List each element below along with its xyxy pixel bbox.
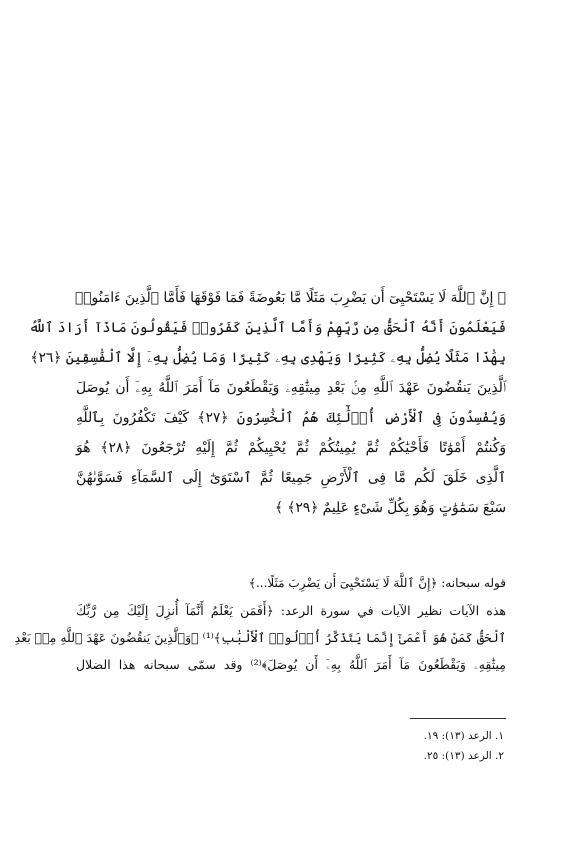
commentary-line: هذه الآيات نظير الآيات في سورة الرعد: ﴿أَفَمَن يَعْلَمُ أَنَّمَآ أُنزِلَ إِلَيْكَ مِن رَّبِّكَ — [76, 603, 506, 618]
verse-line: وَيُفْسِدُونَ فِى ٱلْأَرْضِ أُو۟لَٰٓئِكَ هُمُ ٱلْخَٰسِرُونَ ﴿٢٧﴾ كَيْفَ تَكْفُرُونَ بِٱللَّهِ — [76, 410, 506, 426]
commentary-line: مِيثَٰقِهِۦ وَيَقْطَعُونَ مَآ أَمَرَ ٱللَّهُ بِهِۦٓ أَن يُوصَلَ﴾⁽²⁾ وقد سمّى سبحانه هذا الضلال — [76, 657, 506, 672]
footnote: ٢. الرعد (١٣): ٢٥. — [423, 750, 504, 762]
verse-line: فَيَعْلَمُونَ أَنَّهُ ٱلْحَقُّ مِن رَّبِّهِمْ وَأَمَّا ٱلَّذِينَ كَفَرُوا۟ فَيَقُولُونَ مَاذَآ أَرَادَ ٱللَّهُ — [28, 320, 506, 336]
verse-line: ٱلَّذِى خَلَقَ لَكُم مَّا فِى ٱلْأَرْضِ جَمِيعًا ثُمَّ ٱسْتَوَىٰٓ إِلَى ٱلسَّمَآءِ فَسَوَّىٰهُنَّ — [76, 470, 506, 486]
footnote-divider — [410, 718, 506, 719]
footnotes-block — [304, 726, 504, 766]
commentary-heading: قوله سبحانه: ﴿إِنَّ ٱللَّهَ لَا يَسْتَحْيِىٓ أَن يَضْرِبَ مَثَلًا...﴾ — [248, 576, 506, 590]
verse-line: وَكُنتُمْ أَمْوَٰتًا فَأَحْيَٰكُمْ ثُمَّ يُمِيتُكُمْ ثُمَّ يُحْيِيكُمْ ثُمَّ إِلَيْهِ تُرْجَعُونَ ﴿٢٨﴾ هُوَ — [76, 440, 506, 456]
footnote: ١. الرعد (١٣): ١٩. — [423, 730, 504, 742]
quran-verses-block — [28, 283, 506, 523]
verse-line: ﴿ إِنَّ ٱللَّهَ لَا يَسْتَحْيِىٓ أَن يَضْرِبَ مَثَلًا مَّا بَعُوضَةً فَمَا فَوْقَهَا فَأَمَّا ٱلَّذِينَ ءَامَنُوا۟ — [74, 290, 506, 306]
verse-line: بِهَٰذَا مَثَلًا يُضِلُّ بِهِۦ كَثِيرًا وَيَهْدِى بِهِۦ كَثِيرًا وَمَا يُضِلُّ بِهِۦٓ إِلَّا ٱلْفَٰسِقِينَ ﴿٢٦﴾ — [30, 350, 506, 366]
verse-line: ٱلَّذِينَ يَنقُضُونَ عَهْدَ ٱللَّهِ مِنۢ بَعْدِ مِيثَٰقِهِۦ وَيَقْطَعُونَ مَآ أَمَرَ ٱللَّهُ بِهِۦٓ أَن يُوصَلَ — [76, 380, 506, 396]
commentary-line: ٱلْحَقُّ كَمَنْ هُوَ أَعْمَىٰٓ إِنَّمَا يَتَذَكَّرُ أُو۟لُوا۟ ٱلْأَلْبَٰبِ﴾⁽¹⁾ ﴿وَٱلَّذِينَ يَنقُضُونَ عَهْدَ ٱللَّهِ مِنۢ بَعْدِ — [14, 630, 506, 645]
commentary-block — [14, 570, 506, 678]
verse-line: سَبْعَ سَمَٰوَٰتٍ وَهُوَ بِكُلِّ شَىْءٍ عَلِيمٌ ﴿٢٩﴾ ﴾ — [274, 500, 506, 516]
